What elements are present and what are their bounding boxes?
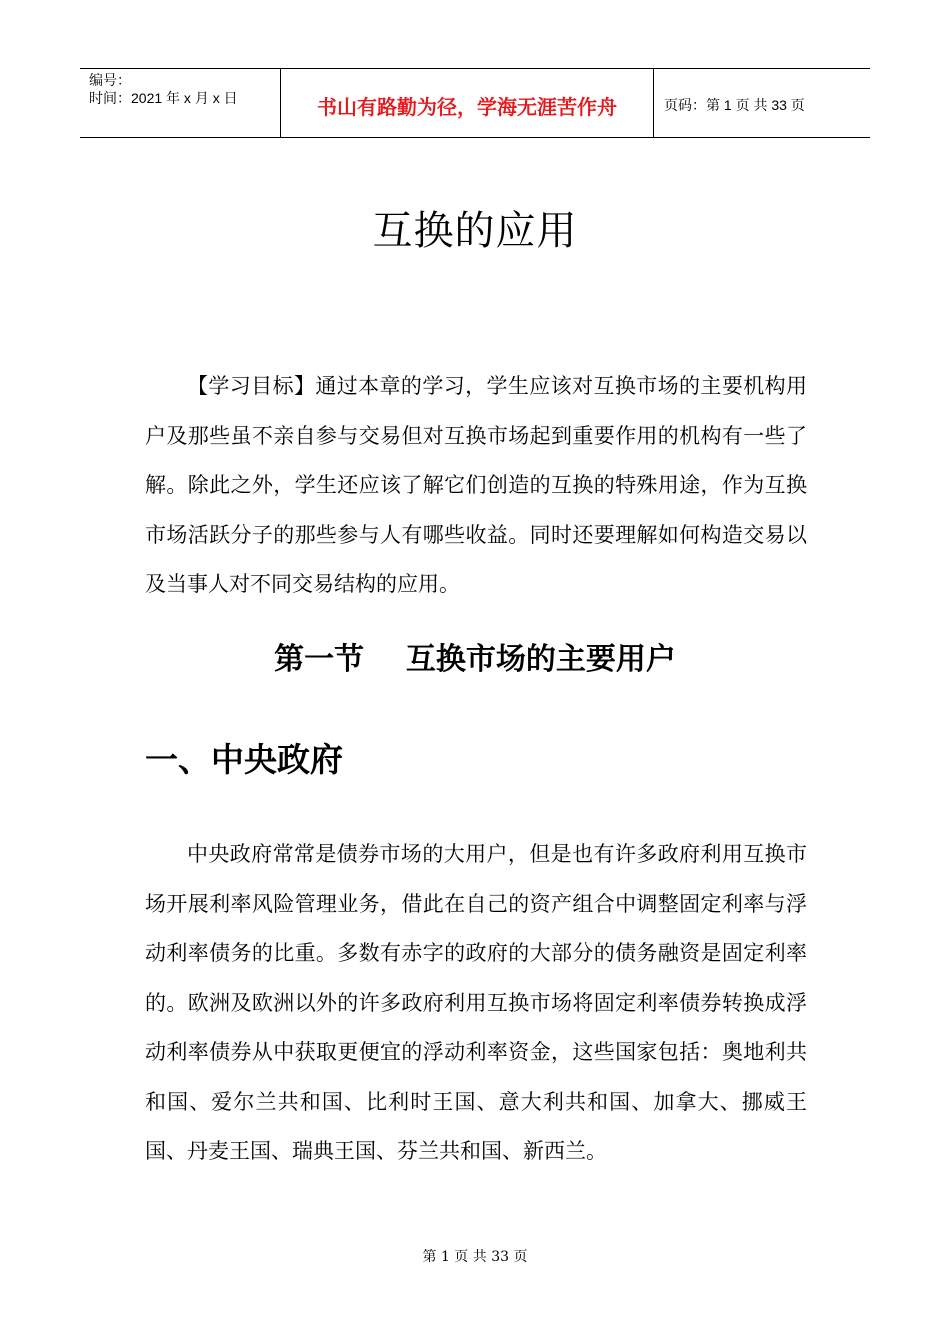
header-time-label: 时间：2021 年 x 月 x 日 bbox=[89, 90, 238, 106]
subsection-title: 一、中央政府 bbox=[145, 740, 343, 779]
objective-paragraph: 【学习目标】通过本章的学习，学生应该对互换市场的主要机构用户及那些虽不亲自参与交易但对互换市场起到重要作用的机构有一些了解。除此之外，学生还应该了解它们创造的互换的特殊用途，作为互换市场活跃分子的那些参与人有哪些收益。同时还要理解如何构造交易以及当事人对不同交易结构的应用。 bbox=[145, 374, 807, 596]
document-title: 互换的应用 bbox=[372, 208, 578, 254]
page-footer: 第 1 页 共 33 页 bbox=[422, 1249, 528, 1265]
header-table bbox=[80, 68, 870, 138]
header-meta-cell bbox=[80, 69, 281, 137]
header-page-info: 页码：第 1 页 共 33 页 bbox=[664, 97, 805, 113]
header-motto: 书山有路勤为径，学海无涯苦作舟 bbox=[281, 69, 654, 137]
section-title: 第一节 互换市场的主要用户 bbox=[274, 642, 676, 677]
header-number-label: 编号： bbox=[89, 72, 131, 88]
central-government-paragraph: 中央政府常常是债券市场的大用户，但是也有许多政府利用互换市场开展利率风险管理业务，借此在自己的资产组合中调整固定利率与浮动利率债务的比重。多数有赤字的政府的大部分的债务融资是固定利率的。欧洲及欧洲以外的许多政府利用互换市场将固定利率债券转换成浮动利率债券从中获取更便宜的浮动利率资金，这些国家包括：奥地利共和国、爱尔兰共和国、比利时王国、意大利共和国、加拿大、挪威王国、丹麦王国、瑞典王国、芬兰共和国、新西兰。 bbox=[145, 842, 807, 1163]
